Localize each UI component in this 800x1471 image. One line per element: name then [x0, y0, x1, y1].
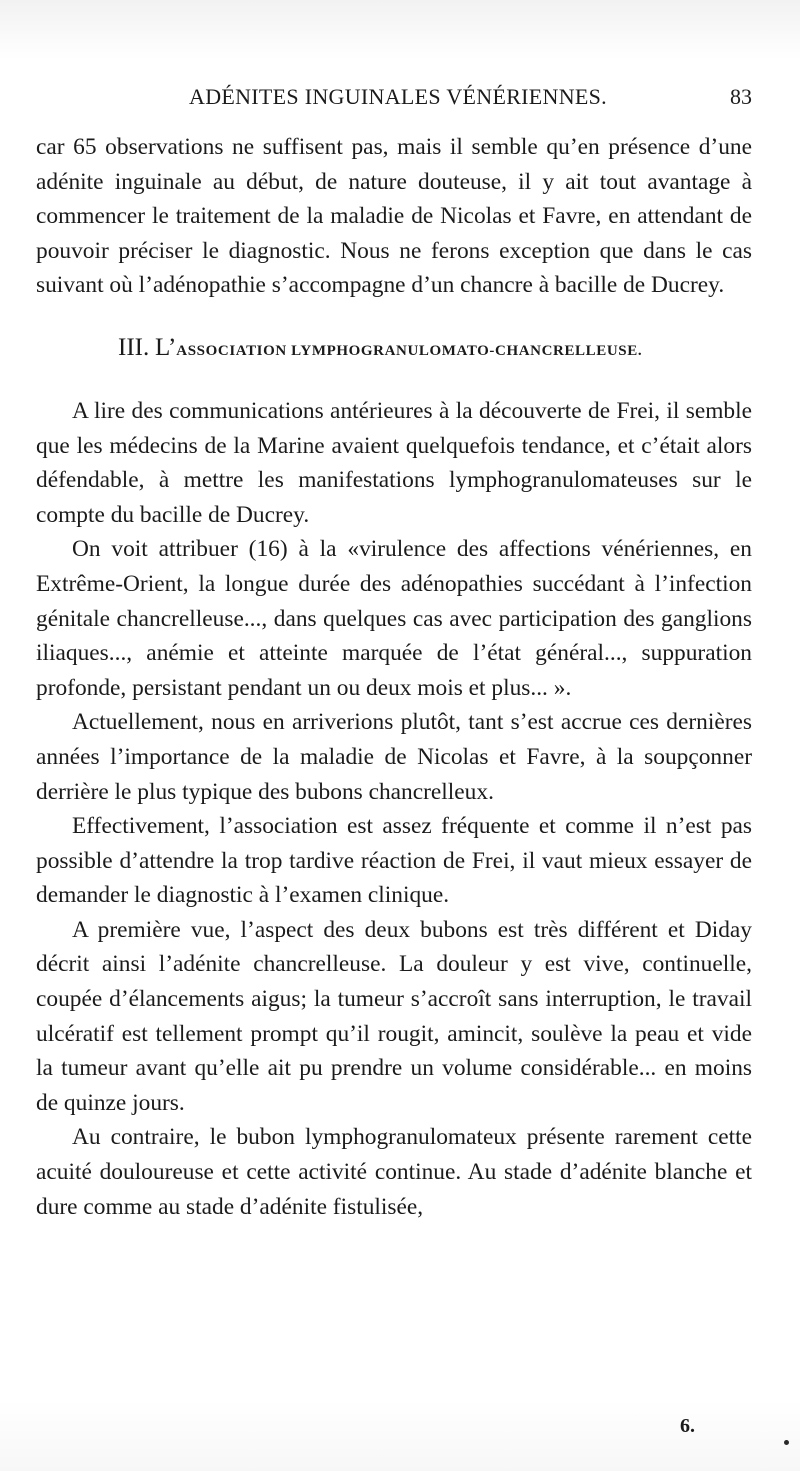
paragraph-5: Effectivement, l’association est assez fréquente et comme il n’est pas possible d’attendre la trop tardive réaction de Frei, il vaut mieux essayer de demander le diagnostic à l’examen clinique.: [36, 813, 752, 909]
paragraph-1: car 65 observations ne suffisent pas, mais il semble qu’en présence d’une adénite inguinale au début, de nature douteuse, il y ait tout avantage à commencer le traitement de la maladie de Nicolas et Favre, en attendant de pouvoir préciser le diagnostic. Nous ne ferons exception que dans le cas suivant où l’adénopathie s’accompagne d’un chancre à bacille de Ducrey.: [36, 134, 752, 299]
paragraph-3: On voit attribuer (16) à la «virulence des affections vénériennes, en Extrême-Orient, la longue durée des adénopathies succédant à l’infection génitale chancrelleuse..., dans quelques cas avec participation des ganglions iliaques..., anémie et atteinte marquée de l’état général..., suppuration profonde, persistant pendant un ou deux mois et plus... ».: [36, 536, 752, 701]
section-initial: L’: [154, 333, 177, 361]
section-title: ASSOCIATION LYMPHOGRANULOMATO-CHANCRELLEUSE.: [176, 342, 643, 359]
print-speck: [784, 1440, 789, 1445]
paragraph-2: A lire des communications antérieures à la découverte de Frei, il semble que les médecins de la Marine avaient quelquefois tendance, et c’était alors défendable, à mettre les manifestations lymphogranulomateuses sur le compte du bacille de Ducrey.: [36, 397, 752, 528]
body-text: [36, 130, 752, 1224]
signature-mark: 6.: [680, 1415, 695, 1437]
paragraph-6: A première vue, l’aspect des deux bubons est très différent et Diday décrit ainsi l’adénite chancrelleuse. La douleur y est vive, continuelle, coupée d’élancements aigus; la tumeur s’accroît sans interruption, le travail ulcératif est tellement prompt qu’il rougit, amincit, soulève la peau et vide la tumeur avant qu’elle ait pu prendre un volume considérable... en moins de quinze jours.: [36, 916, 752, 1116]
paragraph-4: Actuellement, nous en arriverions plutôt, tant s’est accrue ces dernières années l’importance de la maladie de Nicolas et Favre, à la soupçonner derrière le plus typique des bubons chancrelleux.: [36, 709, 752, 805]
page-number: 83: [730, 84, 752, 109]
running-head: ADÉNITES INGUINALES VÉNÉRIENNES.: [189, 84, 607, 109]
section-number: III.: [118, 333, 150, 361]
paragraph-7: Au contraire, le bubon lymphogranulomateux présente rarement cette acuité douloureuse et cette activité continue. Au stade d’adénite blanche et dure comme au stade d’adénite fistulisée,: [36, 1124, 752, 1220]
page-header: [44, 84, 752, 124]
section-heading: [36, 333, 752, 366]
